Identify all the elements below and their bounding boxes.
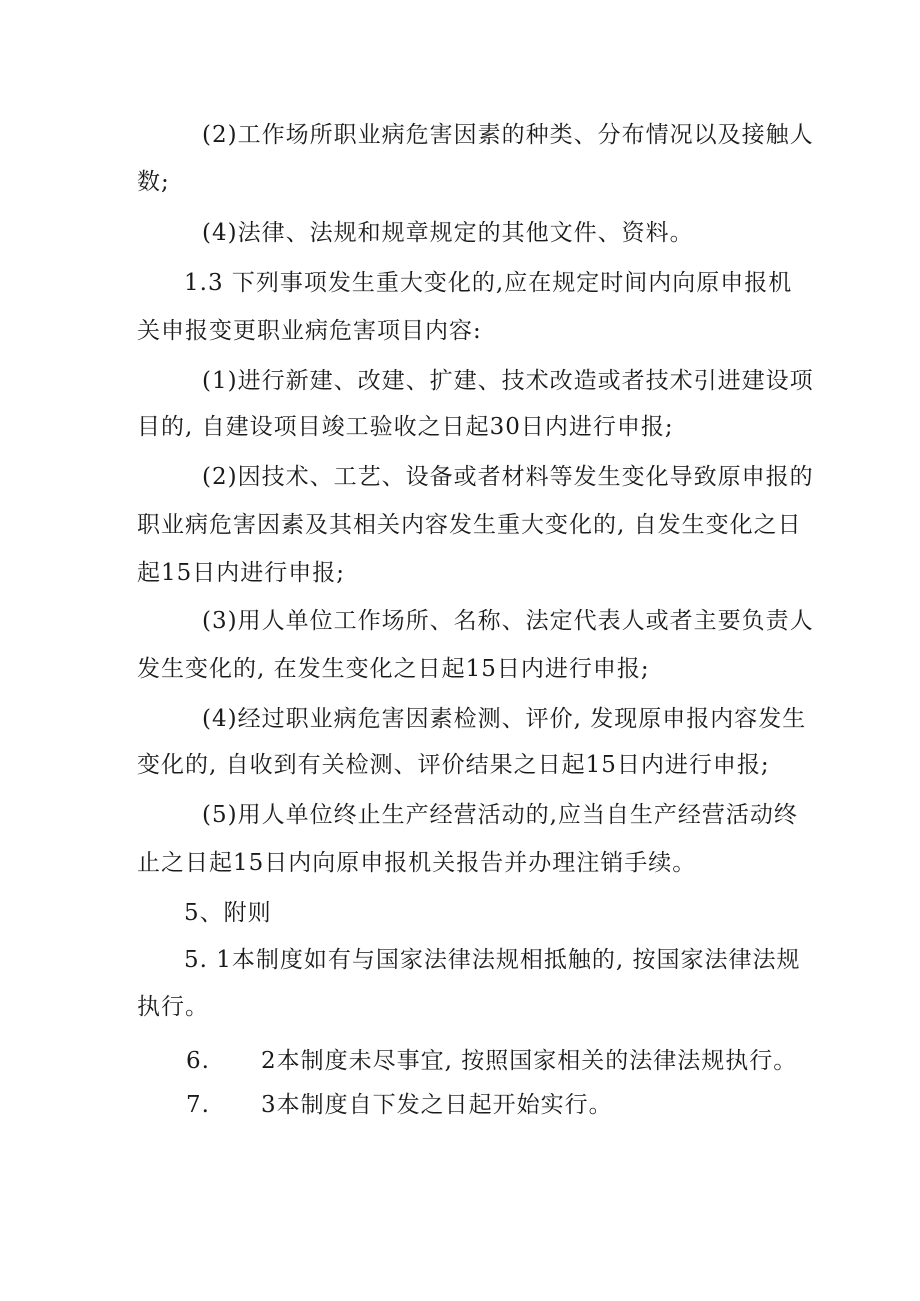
section-heading-appendix: 5、附则 xyxy=(184,900,272,926)
text-line: 5. 1本制度如有与国家法律法规相抵触的, 按国家法律法规 xyxy=(184,947,801,973)
text-line: (2)工作场所职业病危害因素的种类、分布情况以及接触人 xyxy=(202,122,814,148)
text-line: 发生变化的, 在发生变化之日起15日内进行申报; xyxy=(137,656,650,682)
text-line: 止之日起15日内向原申报机关报告并办理注销手续。 xyxy=(137,850,697,876)
text-line: (4)经过职业病危害因素检测、评价, 发现原申报内容发生 xyxy=(202,706,807,732)
text-line: 关申报变更职业病危害项目内容: xyxy=(137,318,482,344)
text-line: 变化的, 自收到有关检测、评价结果之日起15日内进行申报; xyxy=(137,752,770,778)
text-line: 执行。 xyxy=(137,994,209,1020)
text-line: (3)用人单位工作场所、名称、法定代表人或者主要负责人 xyxy=(202,608,814,634)
list-number: 7. xyxy=(186,1092,210,1118)
list-item-text: 3本制度自下发之日起开始实行。 xyxy=(261,1092,613,1118)
text-line: 目的, 自建设项目竣工验收之日起30日内进行申报; xyxy=(137,414,674,440)
text-line: 起15日内进行申报; xyxy=(137,560,346,586)
text-line: (1)进行新建、改建、扩建、技术改造或者技术引进建设项 xyxy=(202,368,814,394)
text-line: 数; xyxy=(137,169,170,195)
text-line: (5)用人单位终止生产经营活动的,应当自生产经营活动终 xyxy=(202,802,798,828)
text-line: (4)法律、法规和规章规定的其他文件、资料。 xyxy=(202,220,694,246)
text-line: (2)因技术、工艺、设备或者材料等发生变化导致原申报的 xyxy=(202,464,814,490)
list-item-text: 2本制度未尽事宜, 按照国家相关的法律法规执行。 xyxy=(261,1048,798,1074)
list-number: 6. xyxy=(186,1048,210,1074)
section-heading-1-3: 1.3 下列事项发生重大变化的,应在规定时间内向原申报机 xyxy=(184,270,793,296)
text-line: 职业病危害因素及其相关内容发生重大变化的, 自发生变化之日 xyxy=(137,512,802,538)
